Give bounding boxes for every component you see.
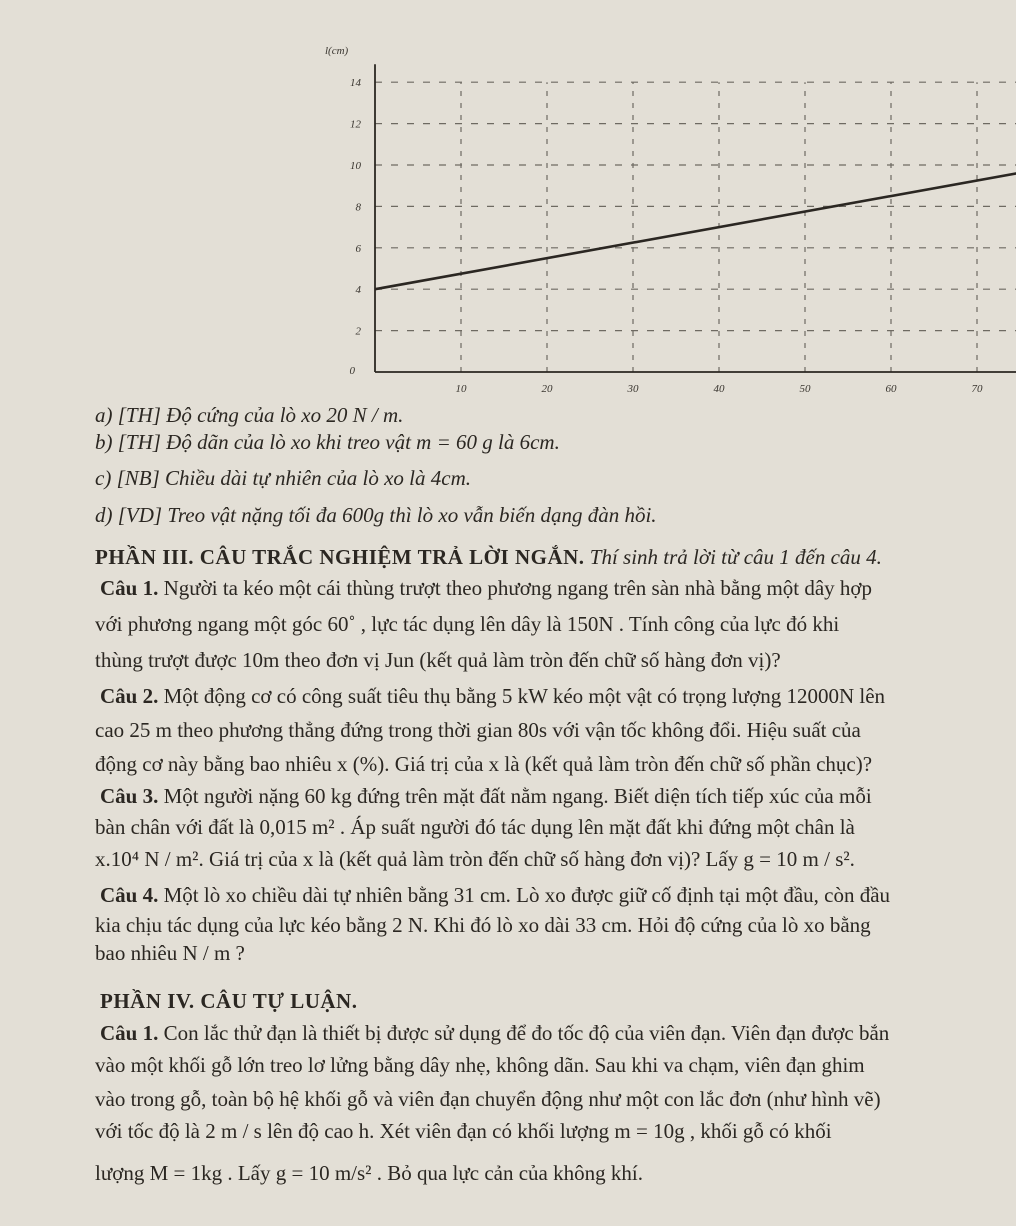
y-tick-label: 12 bbox=[350, 118, 361, 131]
statement-a: a) [TH] Độ cứng của lò xo 20 N / m. bbox=[95, 403, 404, 427]
p3-q1-label: Câu 1. bbox=[100, 576, 159, 600]
statement-b: b) [TH] Độ dãn của lò xo khi treo vật m = 60 g là 6cm. bbox=[95, 430, 560, 454]
x-tick-label: 70 bbox=[971, 383, 983, 395]
spring-length-chart bbox=[280, 20, 983, 410]
p3-q2-line3: động cơ này bằng bao nhiêu x (%). Giá trị của x là (kết quả làm tròn đến chữ số phần chục)? bbox=[95, 752, 873, 776]
y-tick-label: 8 bbox=[355, 201, 361, 214]
p3-q3-label: Câu 3. bbox=[100, 784, 159, 808]
x-tick-label: 50 bbox=[799, 383, 811, 395]
p3-q1-line1 bbox=[100, 575, 872, 601]
y-tick-label: 4 bbox=[355, 284, 361, 297]
y-tick-label: 14 bbox=[350, 77, 361, 90]
p3-q3-line3: x.10⁴ N / m². Giá trị của x là (kết quả làm tròn đến chữ số hàng đơn vị)? Lấy g = 10 m / s². bbox=[95, 847, 855, 871]
x-tick-label: 40 bbox=[713, 383, 725, 395]
p4-q1-line2: vào một khối gỗ lớn treo lơ lửng bằng dây nhẹ, không dãn. Sau khi va chạm, viên đạn ghim bbox=[95, 1053, 865, 1077]
part3-heading: PHẦN III. CÂU TRẮC NGHIỆM TRẢ LỜI NGẮN. bbox=[95, 545, 585, 569]
p3-q4-line2: kia chịu tác dụng của lực kéo bằng 2 N. Khi đó lò xo dài 33 cm. Hỏi độ cứng của lò xo bằng bbox=[95, 913, 871, 937]
p4-q1-line4: với tốc độ là 2 m / s lên độ cao h. Xét viên đạn có khối lượng m = 10g , khối gỗ có khối bbox=[95, 1119, 832, 1143]
p3-q2-line2: cao 25 m theo phương thẳng đứng trong thời gian 80s với vận tốc không đổi. Hiệu suất của bbox=[95, 718, 861, 742]
data-line bbox=[375, 165, 1016, 289]
x-tick-label: 10 bbox=[455, 383, 467, 395]
p4-q1-label: Câu 1. bbox=[100, 1021, 159, 1045]
part3-heading-line bbox=[95, 544, 882, 570]
y-tick-label: 10 bbox=[350, 160, 361, 172]
part3-note: Thí sinh trả lời từ câu 1 đến câu 4. bbox=[589, 545, 882, 569]
p4-q1-line5: lượng M = 1kg . Lấy g = 10 m/s² . Bỏ qua lực cản của không khí. bbox=[95, 1161, 643, 1185]
p3-q1-line2: với phương ngang một góc 60˚ , lực tác dụng lên dây là 150N . Tính công của lực đó khi bbox=[95, 612, 840, 636]
p3-q3-line2: bàn chân với đất là 0,015 m² . Áp suất người đó tác dụng lên mặt đất khi đứng một chân là bbox=[95, 815, 855, 839]
p3-q3-text1: Một người nặng 60 kg đứng trên mặt đất nằm ngang. Biết diện tích tiếp xúc của mỗi bbox=[163, 784, 872, 808]
y-tick-label: 2 bbox=[355, 325, 361, 338]
x-tick-label: 30 bbox=[627, 383, 639, 395]
p3-q4-line3: bao nhiêu N / m ? bbox=[95, 941, 245, 965]
p3-q1-text1: Người ta kéo một cái thùng trượt theo phương ngang trên sàn nhà bằng một dây hợp bbox=[163, 576, 873, 600]
y-axis-label: l(cm) bbox=[325, 45, 349, 58]
x-tick-label: 20 bbox=[541, 383, 553, 395]
y-tick-label: 6 bbox=[355, 242, 361, 255]
statement-d: d) [VD] Treo vật nặng tối đa 600g thì lò xo vẫn biến dạng đàn hồi. bbox=[95, 503, 657, 527]
p3-q4-line1 bbox=[100, 882, 890, 908]
p3-q4-text1: Một lò xo chiều dài tự nhiên bằng 31 cm. Lò xo được giữ cố định tại một đầu, còn đầu bbox=[163, 883, 891, 907]
p3-q4-label: Câu 4. bbox=[100, 883, 159, 907]
p3-q3-line1 bbox=[100, 783, 872, 809]
p3-q2-text1: Một động cơ có công suất tiêu thụ bằng 5 kW kéo một vật có trọng lượng 12000N lên bbox=[163, 684, 886, 708]
part4-heading: PHẦN IV. CÂU TỰ LUẬN. bbox=[100, 989, 358, 1013]
chart-svg bbox=[280, 20, 983, 410]
p3-q2-label: Câu 2. bbox=[100, 684, 159, 708]
p4-q1-line1 bbox=[100, 1020, 889, 1046]
origin-label: 0 bbox=[349, 365, 355, 377]
p4-q1-text1: Con lắc thử đạn là thiết bị được sử dụng để đo tốc độ của viên đạn. Viên đạn được bắn bbox=[163, 1021, 890, 1045]
statement-c: c) [NB] Chiều dài tự nhiên của lò xo là 4cm. bbox=[95, 466, 471, 490]
p4-q1-line3: vào trong gỗ, toàn bộ hệ khối gỗ và viên đạn chuyển động như một con lắc đơn (như hình vẽ) bbox=[95, 1087, 881, 1111]
p3-q2-line1 bbox=[100, 683, 885, 709]
x-tick-label: 60 bbox=[885, 383, 897, 395]
p3-q1-line3: thùng trượt được 10m theo đơn vị Jun (kết quả làm tròn đến chữ số hàng đơn vị)? bbox=[95, 648, 781, 672]
